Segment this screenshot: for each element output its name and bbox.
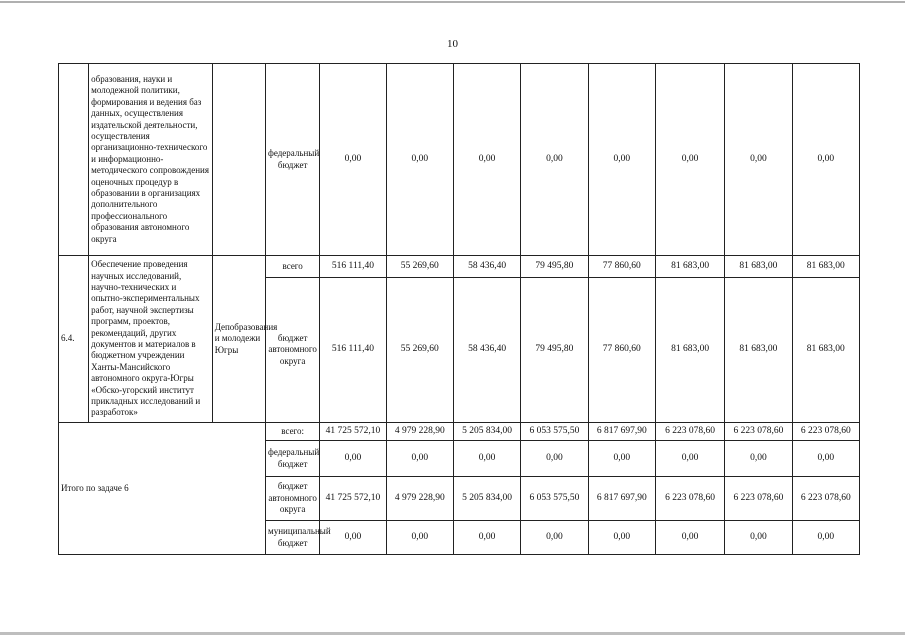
- value-cell: 0,00: [320, 64, 386, 256]
- value-cell: 81 683,00: [792, 278, 859, 423]
- value-cell: 0,00: [453, 441, 520, 477]
- value-cell: 0,00: [792, 441, 859, 477]
- value-cell: 0,00: [386, 441, 453, 477]
- value-cell: 81 683,00: [655, 256, 724, 278]
- budget-table: [58, 63, 860, 555]
- value-cell: 55 269,60: [386, 256, 453, 278]
- value-cell: 77 860,60: [588, 278, 655, 423]
- value-cell: 0,00: [453, 521, 520, 555]
- value-cell: 6 817 697,90: [588, 477, 655, 521]
- value-cell: 0,00: [521, 441, 588, 477]
- value-cell: 0,00: [792, 521, 859, 555]
- scan-top-edge: [0, 1, 905, 3]
- value-cell: 77 860,60: [588, 256, 655, 278]
- measure-description: Обеспечение проведения научных исследований, научно-технических и опытно-экспериментальных работ, научной экспертизы программ, проектов, рекомендаций, других документов и материалов в бюджетном учреждении Ханты-Мансийского автономного округа-Югры «Обско-угорский институт прикладных исследований и разработок»: [89, 256, 213, 423]
- measure-description: образования, науки и молодежной политики, формирования и ведения баз данных, осуществления издательской деятельности, осуществления организационно-технического и информационно-методического сопровождения оценочных процедур в образовании в организациях дополнительного профессионального образования автономного округа: [89, 64, 213, 256]
- value-cell: 0,00: [792, 64, 859, 256]
- value-cell: 81 683,00: [792, 256, 859, 278]
- value-cell: 41 725 572,10: [320, 423, 386, 441]
- value-cell: 0,00: [588, 64, 655, 256]
- value-cell: 6 223 078,60: [655, 477, 724, 521]
- value-cell: 6 817 697,90: [588, 423, 655, 441]
- funding-source: муниципальный бюджет: [266, 521, 320, 555]
- funding-source: бюджет автономного округа: [266, 278, 320, 423]
- value-cell: 41 725 572,10: [320, 477, 386, 521]
- measure-number: 6.4.: [59, 256, 89, 423]
- value-cell: 81 683,00: [655, 278, 724, 423]
- value-cell: 6 223 078,60: [725, 477, 792, 521]
- value-cell: 4 979 228,90: [386, 477, 453, 521]
- value-cell: 81 683,00: [725, 278, 792, 423]
- value-cell: 0,00: [725, 441, 792, 477]
- table-row: [59, 423, 860, 441]
- value-cell: 5 205 834,00: [453, 423, 520, 441]
- value-cell: 0,00: [386, 64, 453, 256]
- value-cell: 79 495,80: [521, 256, 588, 278]
- value-cell: 0,00: [521, 64, 588, 256]
- value-cell: 6 223 078,60: [655, 423, 724, 441]
- value-cell: 6 223 078,60: [725, 423, 792, 441]
- funding-source: бюджет автономного округа: [266, 477, 320, 521]
- executor-cell: Депобразования и молодежи Югры: [212, 256, 265, 423]
- table-row: [59, 64, 860, 256]
- funding-source: федеральный бюджет: [266, 64, 320, 256]
- value-cell: 0,00: [655, 521, 724, 555]
- value-cell: 0,00: [453, 64, 520, 256]
- value-cell: 516 111,40: [320, 256, 386, 278]
- value-cell: 0,00: [655, 441, 724, 477]
- value-cell: 0,00: [320, 441, 386, 477]
- page-number: 10: [447, 38, 458, 50]
- funding-source: всего: [266, 256, 320, 278]
- value-cell: 0,00: [725, 521, 792, 555]
- value-cell: 0,00: [588, 521, 655, 555]
- value-cell: 4 979 228,90: [386, 423, 453, 441]
- value-cell: 6 053 575,50: [521, 477, 588, 521]
- total-label: Итого по задаче 6: [59, 423, 266, 555]
- value-cell: 58 436,40: [453, 256, 520, 278]
- funding-source: всего:: [266, 423, 320, 441]
- funding-source: федеральный бюджет: [266, 441, 320, 477]
- value-cell: 0,00: [521, 521, 588, 555]
- value-cell: 0,00: [386, 521, 453, 555]
- value-cell: 516 111,40: [320, 278, 386, 423]
- value-cell: 58 436,40: [453, 278, 520, 423]
- value-cell: 55 269,60: [386, 278, 453, 423]
- measure-number-cell: [59, 64, 89, 256]
- value-cell: 5 205 834,00: [453, 477, 520, 521]
- scan-bottom-edge: [0, 632, 905, 635]
- value-cell: 0,00: [588, 441, 655, 477]
- value-cell: 81 683,00: [725, 256, 792, 278]
- value-cell: 6 223 078,60: [792, 477, 859, 521]
- value-cell: 0,00: [320, 521, 386, 555]
- value-cell: 79 495,80: [521, 278, 588, 423]
- value-cell: 0,00: [725, 64, 792, 256]
- table-row: [59, 256, 860, 278]
- value-cell: 0,00: [655, 64, 724, 256]
- executor-cell: [212, 64, 265, 256]
- value-cell: 6 053 575,50: [521, 423, 588, 441]
- value-cell: 6 223 078,60: [792, 423, 859, 441]
